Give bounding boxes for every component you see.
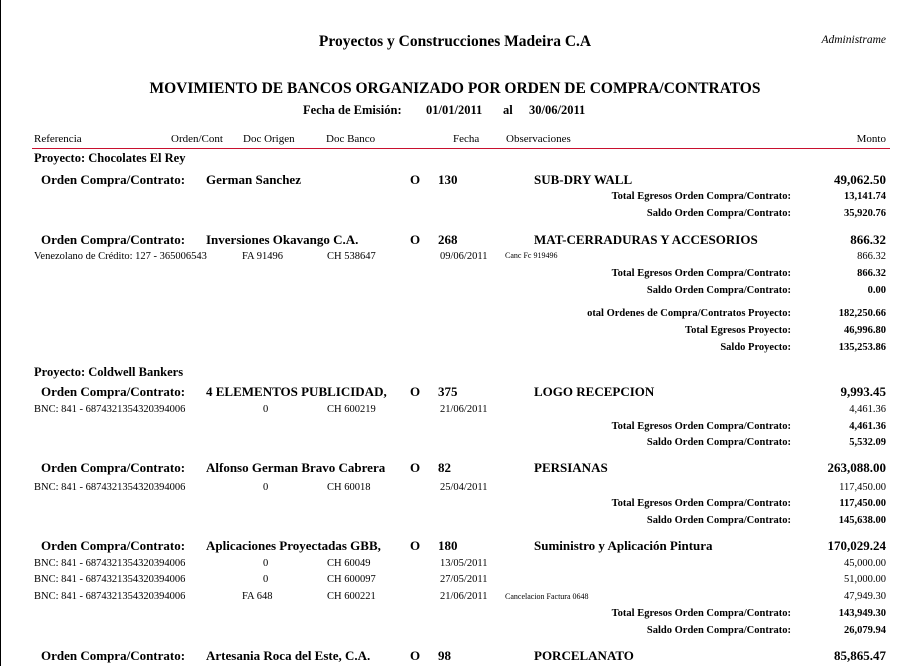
col-observaciones: Observaciones [506, 133, 571, 145]
total-egresos-oc-value: 4,461.36 [849, 421, 886, 432]
total-ordenes-proyecto-label: otal Ordenes de Compra/Contratos Proyecto: [587, 308, 791, 319]
col-doc-banco: Doc Banco [326, 133, 376, 145]
line-monto: 51,000.00 [844, 574, 886, 585]
date-separator: al [503, 103, 513, 117]
oc-type: O [410, 384, 421, 399]
saldo-oc-label: Saldo Orden Compra/Contrato: [646, 625, 791, 636]
oc-vendor: Artesania Roca del Este, C.A. [206, 648, 371, 663]
total-egresos-oc-value: 866.32 [857, 268, 886, 279]
saldo-oc-label: Saldo Orden Compra/Contrato: [646, 285, 791, 296]
oc-amount: 170,029.24 [827, 538, 886, 553]
oc-number: 130 [438, 172, 458, 187]
line-doc-origen: 0 [263, 482, 269, 493]
saldo-proyecto-label: Saldo Proyecto: [720, 342, 791, 353]
oc-amount: 866.32 [850, 232, 886, 247]
saldo-oc-value: 35,920.76 [844, 208, 886, 219]
total-egresos-oc-label: Total Egresos Orden Compra/Contrato: [611, 421, 791, 432]
total-egresos-oc-value: 143,949.30 [838, 608, 886, 619]
saldo-oc-label: Saldo Orden Compra/Contrato: [646, 515, 791, 526]
user-name: Administrame [821, 34, 886, 46]
line-fecha: 13/05/2011 [440, 558, 488, 569]
line-doc-banco: CH 600221 [327, 591, 376, 602]
oc-description: PORCELANATO [534, 648, 634, 663]
page-left-border [0, 0, 1, 666]
header-rule [32, 148, 890, 149]
oc-description: LOGO RECEPCION [534, 384, 655, 399]
oc-type: O [410, 232, 421, 247]
oc-type: O [410, 538, 421, 553]
date-label: Fecha de Emisión: [303, 103, 402, 117]
col-referencia: Referencia [34, 133, 82, 145]
line-doc-origen: 0 [263, 404, 269, 415]
oc-number: 98 [438, 648, 451, 663]
line-doc-banco: CH 60018 [327, 482, 371, 493]
oc-description: PERSIANAS [534, 460, 608, 475]
total-egresos-oc-label: Total Egresos Orden Compra/Contrato: [611, 608, 791, 619]
oc-description: Suministro y Aplicación Pintura [534, 538, 713, 553]
oc-amount: 9,993.45 [840, 384, 886, 399]
oc-label: Orden Compra/Contrato: [41, 538, 186, 553]
date-to: 30/06/2011 [529, 103, 586, 117]
oc-amount: 85,865.47 [834, 648, 886, 663]
oc-label: Orden Compra/Contrato: [41, 172, 186, 187]
date-from: 01/01/2011 [426, 103, 483, 117]
line-reference: BNC: 841 - 6874321354320394006 [34, 404, 186, 415]
oc-number: 180 [438, 538, 458, 553]
oc-number: 375 [438, 384, 458, 399]
total-egresos-oc-label: Total Egresos Orden Compra/Contrato: [611, 191, 791, 202]
project-heading: Proyecto: Chocolates El Rey [34, 151, 186, 165]
line-monto: 4,461.36 [849, 404, 886, 415]
col-orden: Orden/Cont [171, 133, 223, 145]
line-fecha: 27/05/2011 [440, 574, 488, 585]
line-observacion: Cancelacion Factura 0648 [505, 592, 589, 601]
line-fecha: 25/04/2011 [440, 482, 488, 493]
oc-type: O [410, 648, 421, 663]
company-name: Proyectos y Construcciones Madeira C.A [318, 33, 592, 50]
line-observacion: Canc Fc 919496 [505, 251, 558, 260]
saldo-proyecto-value: 135,253.86 [838, 342, 886, 353]
col-doc-origen: Doc Origen [243, 133, 295, 145]
total-egresos-oc-value: 117,450.00 [839, 498, 886, 509]
total-egresos-oc-label: Total Egresos Orden Compra/Contrato: [611, 498, 791, 509]
line-doc-origen: 0 [263, 574, 269, 585]
oc-description: MAT-CERRADURAS Y ACCESORIOS [534, 232, 758, 247]
line-doc-origen: FA 91496 [242, 251, 283, 262]
saldo-oc-label: Saldo Orden Compra/Contrato: [646, 437, 791, 448]
line-fecha: 21/06/2011 [440, 591, 488, 602]
oc-vendor: Inversiones Okavango C.A. [206, 232, 359, 247]
line-doc-origen: 0 [263, 558, 269, 569]
total-ordenes-proyecto-value: 182,250.66 [838, 308, 886, 319]
oc-label: Orden Compra/Contrato: [41, 384, 186, 399]
line-reference: BNC: 841 - 6874321354320394006 [34, 574, 186, 585]
line-doc-banco: CH 60049 [327, 558, 371, 569]
oc-label: Orden Compra/Contrato: [41, 460, 186, 475]
saldo-oc-label: Saldo Orden Compra/Contrato: [646, 208, 791, 219]
line-doc-banco: CH 538647 [327, 251, 376, 262]
oc-amount: 263,088.00 [827, 460, 886, 475]
line-doc-origen: FA 648 [242, 591, 273, 602]
line-reference: Venezolano de Crédito: 127 - 365006543 [34, 251, 207, 262]
total-egresos-oc-value: 13,141.74 [844, 191, 886, 202]
line-doc-banco: CH 600219 [327, 404, 376, 415]
total-egresos-proyecto-label: Total Egresos Proyecto: [685, 325, 791, 336]
col-fecha: Fecha [453, 133, 480, 145]
saldo-oc-value: 145,638.00 [838, 515, 886, 526]
oc-vendor: German Sanchez [206, 172, 301, 187]
line-reference: BNC: 841 - 6874321354320394006 [34, 558, 186, 569]
line-monto: 45,000.00 [844, 558, 886, 569]
report-title: MOVIMIENTO DE BANCOS ORGANIZADO POR ORDEN DE COMPRA/CONTRATOS [149, 80, 761, 97]
oc-label: Orden Compra/Contrato: [41, 648, 186, 663]
saldo-oc-value: 5,532.09 [849, 437, 886, 448]
total-egresos-oc-label: Total Egresos Orden Compra/Contrato: [611, 268, 791, 279]
oc-type: O [410, 172, 421, 187]
oc-label: Orden Compra/Contrato: [41, 232, 186, 247]
line-monto: 866.32 [857, 251, 886, 262]
line-reference: BNC: 841 - 6874321354320394006 [34, 482, 186, 493]
oc-vendor: Aplicaciones Proyectadas GBB, [206, 538, 381, 553]
oc-number: 268 [438, 232, 458, 247]
line-fecha: 21/06/2011 [440, 404, 488, 415]
line-doc-banco: CH 600097 [327, 574, 376, 585]
line-monto: 117,450.00 [839, 482, 886, 493]
oc-type: O [410, 460, 421, 475]
saldo-oc-value: 26,079.94 [844, 625, 886, 636]
project-heading: Proyecto: Coldwell Bankers [34, 365, 184, 379]
oc-number: 82 [438, 460, 451, 475]
saldo-oc-value: 0.00 [867, 285, 886, 296]
line-reference: BNC: 841 - 6874321354320394006 [34, 591, 186, 602]
oc-vendor: Alfonso German Bravo Cabrera [206, 460, 386, 475]
total-egresos-proyecto-value: 46,996.80 [844, 325, 886, 336]
oc-description: SUB-DRY WALL [534, 172, 633, 187]
col-monto: Monto [856, 133, 886, 145]
oc-vendor: 4 ELEMENTOS PUBLICIDAD, [206, 384, 387, 399]
line-monto: 47,949.30 [844, 591, 886, 602]
oc-amount: 49,062.50 [834, 172, 886, 187]
line-fecha: 09/06/2011 [440, 251, 488, 262]
